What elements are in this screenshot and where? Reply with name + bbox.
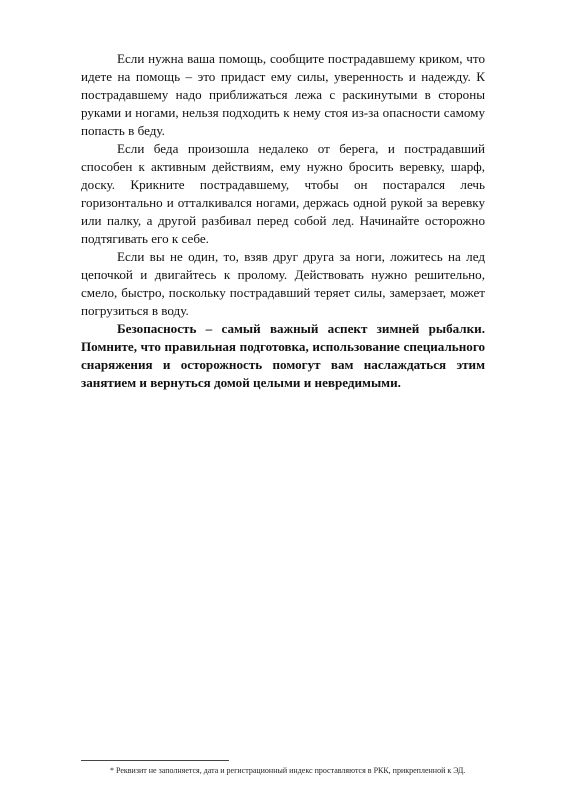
paragraph-group-rescue: Если вы не один, то, взяв друг друга за ноги, ложитесь на лед цепочкой и двигайтесь к пролому. Действовать нужно решительно, смело, быстро, поскольку пострадавший теряет силы, замерзает, может погрузиться в воду. <box>81 249 485 318</box>
paragraph-safety-conclusion: Безопасность – самый важный аспект зимней рыбалки. Помните, что правильная подготовка, использование специального снаряжения и осторожность помогут вам наслаждаться этим занятием и вернуться домой целыми и невредимыми. <box>81 321 485 390</box>
footnote-divider <box>81 760 229 761</box>
paragraph-near-shore: Если беда произошла недалеко от берега, и пострадавший способен к активным действиям, ему нужно бросить веревку, шарф, доску. Крикните пострадавшему, чтобы он постарался лечь горизонтально и отталкивался ногами, держась одной рукой за веревку или палку, а другой разбивал перед собой лед. Начинайте осторожно подтягивать его к себе. <box>81 141 485 246</box>
paragraph-help-signal: Если нужна ваша помощь, сообщите пострадавшему криком, что идете на помощь – это придаст ему силы, уверенность и надежду. К пострадавшему надо приближаться лежа с раскинутыми в стороны руками и ногами, нельзя подходить к нему стоя из-за опасности самому попасть в беду. <box>81 51 485 138</box>
document-body <box>81 50 485 392</box>
footnote-text: * Реквизит не заполняется, дата и регистрационный индекс проставляются в РКК, прикрепленной к ЭД. <box>110 766 466 775</box>
